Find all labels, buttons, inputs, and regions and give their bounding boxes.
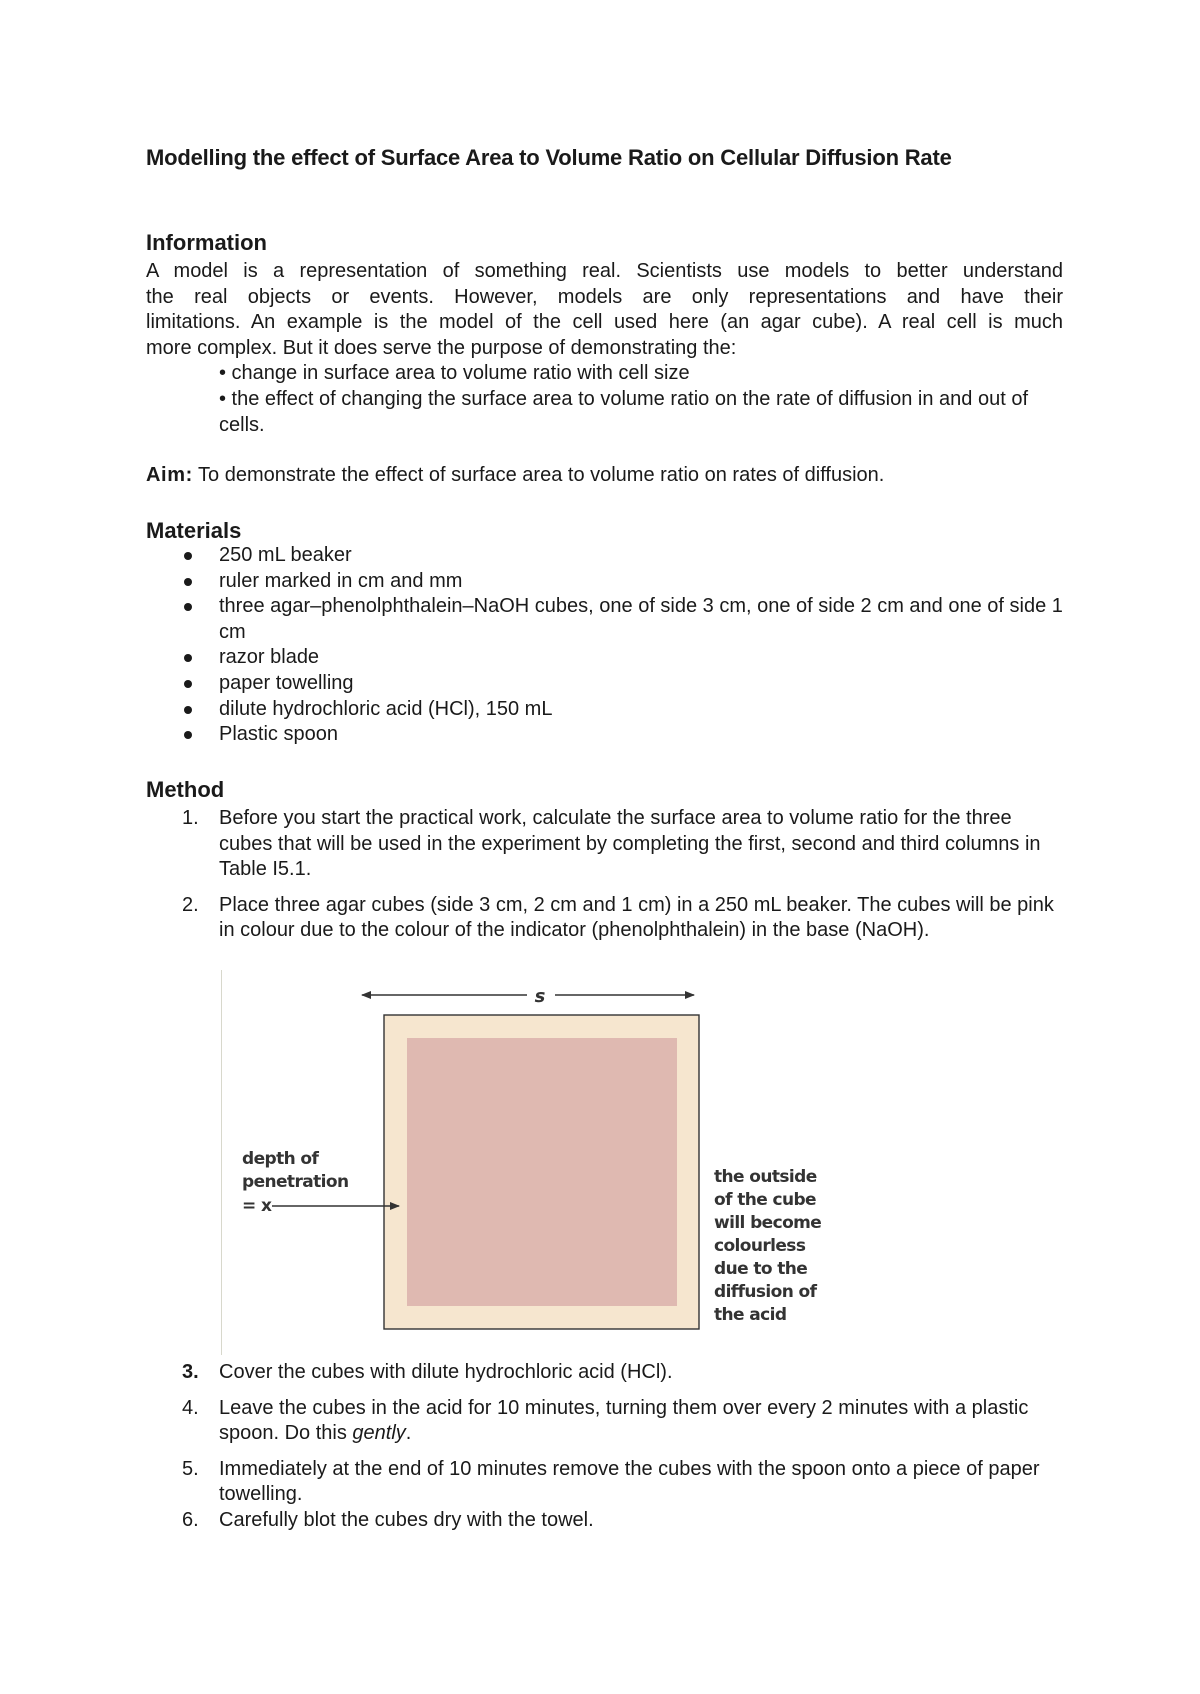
list-item: dilute hydrochloric acid (HCl), 150 mL (146, 697, 1063, 723)
depth-label: depth of penetration = x (242, 1149, 349, 1216)
list-item: razor blade (146, 645, 1063, 671)
bullet-icon (184, 731, 192, 739)
aim-statement (146, 464, 884, 487)
list-item: Plastic spoon (146, 722, 1063, 748)
paragraph-line: more complex. But it does serve the purpose of demonstrating the: (146, 336, 737, 359)
method-heading: Method (146, 777, 225, 802)
aim-label: Aim: (146, 464, 193, 486)
method-steps-before (146, 806, 1063, 944)
bullet-icon (184, 603, 192, 611)
list-item: three agar–phenolphthalein–NaOH cubes, one of side 3 cm, one of side 2 cm and one of side 1 cm (146, 594, 1063, 645)
information-paragraph (146, 259, 1063, 361)
bullet-icon (184, 578, 192, 586)
bullet-icon (184, 654, 192, 662)
aim-text: To demonstrate the effect of surface area to volume ratio on rates of diffusion. (192, 464, 885, 486)
cube-inner (407, 1038, 677, 1306)
bullet-icon (184, 680, 192, 688)
materials-heading: Materials (146, 518, 242, 543)
list-item: ruler marked in cm and mm (146, 569, 1063, 595)
paragraph-line: A model is a representation of something real. Scientists use models to better understand (146, 260, 1063, 282)
method-step: 5. Immediately at the end of 10 minutes remove the cubes with the spoon onto a piece of paper towelling. (182, 1457, 1040, 1506)
paragraph-line: the real objects or events. However, models are only representations and have their (146, 285, 1063, 308)
method-step: 2. Place three agar cubes (side 3 cm, 2 cm and 1 cm) in a 250 mL beaker. The cubes will be pink in colour due to the colour of the indicator (phenolphthalein) in the base (NaOH). (182, 893, 1054, 942)
method-step: 4. Leave the cubes in the acid for 10 minutes, turning them over every 2 minutes with a plastic spoon. Do this gently. (182, 1396, 1029, 1445)
outside-label: the outside of the cube will become colourless due to the diffusion of the acid (714, 1167, 822, 1325)
bullet-icon (184, 706, 192, 714)
method-step: 1. Before you start the practical work, calculate the surface area to volume ratio for the three cubes that will be used in the experiment by completing the first, second and third columns in Table I5.1. (182, 807, 1041, 881)
information-point: • the effect of changing the surface area to volume ratio on the rate of diffusion in and out of cells. (219, 388, 1029, 436)
method-step: 3. Cover the cubes with dilute hydrochloric acid (HCl). (182, 1361, 673, 1383)
paragraph-line: limitations. An example is the model of the cell used here (an agar cube). A real cell is much (146, 311, 1063, 334)
materials-list (146, 543, 1063, 748)
method-steps-after (146, 1360, 1063, 1534)
page-title: Modelling the effect of Surface Area to Volume Ratio on Cellular Diffusion Rate (146, 145, 952, 170)
information-point: • change in surface area to volume ratio with cell size (219, 362, 690, 384)
list-item: paper towelling (146, 671, 1063, 697)
bullet-icon (184, 552, 192, 560)
list-item: 250 mL beaker (146, 543, 1063, 569)
method-step: 6. Carefully blot the cubes dry with the towel. (182, 1508, 594, 1531)
side-label: s (534, 986, 546, 1007)
agar-cube-diagram (220, 975, 840, 1355)
emphasis-text: gently (352, 1422, 406, 1445)
information-heading: Information (146, 230, 267, 255)
